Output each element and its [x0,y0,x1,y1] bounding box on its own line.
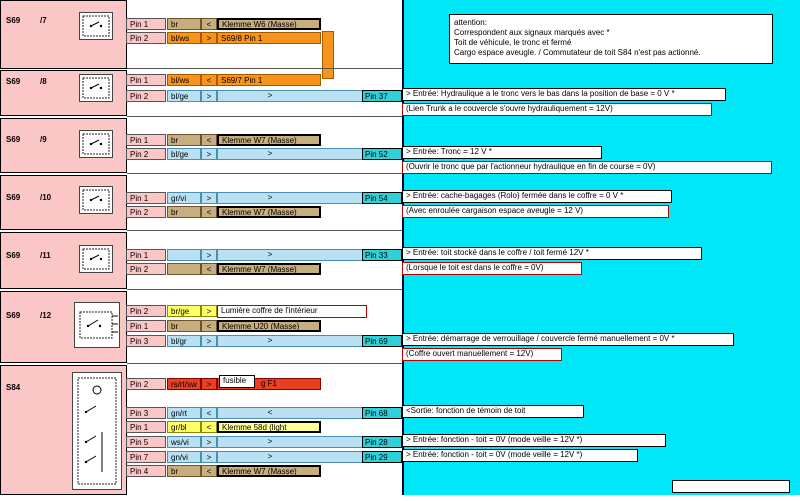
wire-color: gn/vi [167,451,201,463]
signal-description-alt: (Avec enroulée cargaison espace aveugle = 12 V) [402,205,669,218]
signal-description: > Entrée: démarrage de verrouillage / couvercle fermé manuellement = 0V * [402,333,734,346]
pin-label: Pin 2 [126,378,166,390]
pin-label: Pin 2 [126,90,166,102]
wire-color: br [167,320,201,332]
ecu-pin: Pin 68 [362,407,402,419]
direction-arrow: < [201,465,217,477]
direction-arrow: > [201,451,217,463]
signal-description-alt: (Lorsque le toit est dans le coffre = 0V) [402,262,582,275]
direction-arrow: > [201,335,217,347]
switch-symbol-icon [79,245,113,273]
component-id: S84 [6,383,21,392]
direction-arrow: < [201,206,217,218]
ecu-pin: Pin 33 [362,249,402,261]
wire-color: br [167,465,201,477]
direction-arrow: < [267,408,273,417]
direction-arrow: < [201,74,217,86]
wire-color: gr/vi [167,192,201,204]
wire-run [217,148,363,160]
component-sub: /8 [40,77,47,86]
empty-box [672,480,790,493]
signal-description-alt: (Coffre ouvert manuellement = 12V) [402,348,562,361]
wire-color: bl/ge [167,90,201,102]
direction-arrow: > [201,90,217,102]
destination-label: Klemme 58d (light [217,421,321,433]
signal-description: > Entrée: toit stocké dans le coffre / toit fermé 12V * [402,247,702,260]
pin-label: Pin 7 [126,451,166,463]
wire-run [217,192,363,204]
direction-arrow: > [267,452,273,461]
signal-description: > Entrée: cache-bagages (Rolo) fermée dans le coffre = 0 V * [402,190,672,203]
direction-arrow: < [201,407,217,419]
switch-symbol-icon [74,302,120,348]
destination-label: Klemme U20 (Masse) [217,320,321,332]
direction-arrow: > [201,192,217,204]
switch-symbol-icon [79,186,113,214]
pin-label: Pin 1 [126,192,166,204]
direction-arrow: > [201,148,217,160]
component-sub: /11 [40,251,51,260]
direction-arrow: < [201,263,217,275]
component-sub: /9 [40,135,47,144]
divider [127,173,402,174]
component-sub: /7 [40,16,47,25]
ecu-pin: Pin 37 [362,90,402,102]
pin-label: Pin 2 [126,206,166,218]
direction-arrow: < [201,18,217,30]
wire-color: ws/vi [167,436,201,448]
destination-label: Lumière coffre de l'intérieur [217,305,367,318]
ecu-pin: Pin 28 [362,436,402,448]
wire-color: gr/bl [167,421,201,433]
signal-description: > Entrée: Hydraulique a le tronc vers le bas dans la position de base = 0 V * [402,88,726,101]
divider [127,230,402,231]
wire-color: bl/gr [167,335,201,347]
divider [127,68,402,69]
pin-label: Pin 2 [126,263,166,275]
signal-description-alt: (Ouvrir le tronc que par l'actionneur hydraulique en fin de course = 0V) [402,161,772,174]
wire-run [217,451,363,463]
signal-description: > Entrée: Tronc = 12 V * [402,146,602,159]
component-id: S69 [6,135,21,144]
component-sub: /10 [40,193,52,202]
destination-label: Klemme W7 (Masse) [217,263,321,275]
direction-arrow: > [201,305,217,317]
orange-loop [322,31,334,79]
wire-color: br/ge [167,305,201,317]
ecu-pin: Pin 52 [362,148,402,160]
signal-description: > Entrée: fonction - toit = 0V (mode veille = 12V *) [402,449,638,462]
pin-label: Pin 2 [126,148,166,160]
wire-run [217,436,363,448]
signal-description: <Sortie: fonction de témoin de toit [402,405,584,418]
wire-run [217,407,363,419]
pin-label: Pin 1 [126,134,166,146]
divider [127,289,402,290]
direction-arrow: > [201,436,217,448]
direction-arrow: < [201,320,217,332]
pin-label: Pin 2 [126,305,166,317]
direction-arrow: > [267,91,273,100]
component-id: S69 [6,77,21,86]
component-sub: /12 [40,311,52,320]
divider [127,363,402,364]
wire-color: bl/ws [167,74,201,86]
attention-box [449,14,773,64]
wire-color: gn/rt [167,407,201,419]
wire-run [217,335,363,347]
wire-run [217,90,363,102]
component-id: S69 [6,251,21,260]
pin-label: Pin 5 [126,436,166,448]
pin-label: Pin 1 [126,421,166,433]
destination-label: Klemme W7 (Masse) [217,206,321,218]
attention-line: Correspondent aux signaux marqués avec * [454,28,610,37]
wire-run [217,249,363,261]
wire-color: br [167,206,201,218]
pin-label: Pin 1 [126,249,166,261]
component-id: S69 [6,311,21,320]
fuse-ref: g F1 [261,379,278,388]
switch-symbol-icon [72,372,122,490]
pin-label: Pin 4 [126,465,166,477]
pin-label: Pin 3 [126,335,166,347]
fuse-label: fusible [219,375,255,388]
destination-label: Klemme W7 (Masse) [217,465,321,477]
destination-label: Klemme W7 (Masse) [217,134,321,146]
wire-color: br [167,18,201,30]
pin-label: Pin 1 [126,74,166,86]
destination-label: S69/7 Pin 1 [217,74,321,86]
direction-arrow: > [201,378,217,390]
ecu-pin: Pin 69 [362,335,402,347]
direction-arrow: > [267,193,273,202]
signal-description: > Entrée: fonction - toit = 0V (mode veille = 12V *) [402,434,666,447]
wire-color: rs/rt/sw [167,378,201,390]
direction-arrow: > [267,250,273,259]
orange-loop-inner [218,43,322,70]
switch-symbol-icon [79,130,113,158]
direction-arrow: < [201,134,217,146]
wire-color: bl/ge [167,148,201,160]
direction-arrow: > [267,437,273,446]
component-id: S69 [6,16,21,25]
direction-arrow: < [201,421,217,433]
direction-arrow: > [201,32,217,44]
pin-label: Pin 3 [126,407,166,419]
attention-line: attention: [454,18,487,27]
switch-symbol-icon [79,74,113,102]
direction-arrow: > [267,149,273,158]
wire-color [167,263,201,275]
pin-label: Pin 1 [126,18,166,30]
switch-symbol-icon [79,12,113,40]
wire-color [167,249,201,261]
pin-label: Pin 2 [126,32,166,44]
wire-color: bl/ws [167,32,201,44]
divider [127,116,402,117]
ecu-pin: Pin 29 [362,451,402,463]
signal-description-alt: (Lien Trunk a le couvercle s'ouvre hydrauliquement = 12V) [402,103,712,116]
destination-label: S69/8 Pin 1 [217,32,321,44]
direction-arrow: > [201,249,217,261]
component-id: S69 [6,193,21,202]
ecu-pin: Pin 54 [362,192,402,204]
pin-label: Pin 1 [126,320,166,332]
direction-arrow: > [267,336,273,345]
destination-label: Klemme W6 (Masse) [217,18,321,30]
attention-line: Toit de véhicule, le tronc et fermé [454,38,572,47]
attention-line: Cargo espace aveugle. / Commutateur de toit S84 n'est pas actionné. [454,48,701,57]
wire-color: br [167,134,201,146]
